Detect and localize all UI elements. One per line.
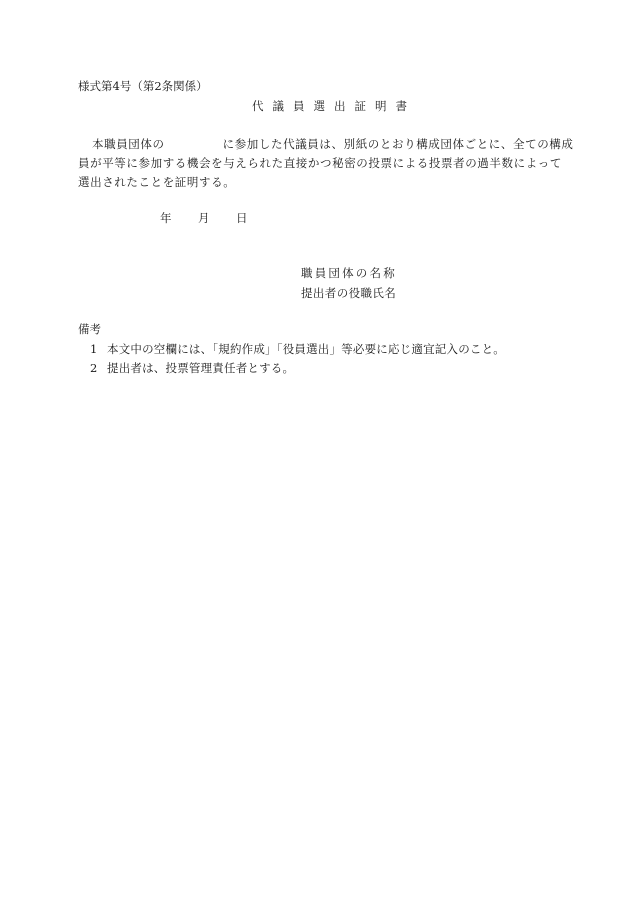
date-year-label: 年 — [160, 211, 172, 225]
body-paragraph-line-1 — [92, 139, 574, 151]
body-text-before-blank: 本職員団体の — [92, 137, 165, 151]
body-paragraph-line-3: 選出されたことを証明する。 — [78, 175, 236, 189]
date-line — [160, 213, 248, 225]
body-text-after-blank: に参加した代議員は、別紙のとおり構成団体ごとに、全ての構成 — [222, 137, 574, 151]
document-title: 代議員選出証明書 — [252, 99, 416, 113]
date-month-label: 月 — [198, 211, 210, 225]
note-item — [90, 363, 294, 375]
note-number: 2 — [90, 361, 98, 375]
date-day-label: 日 — [236, 211, 248, 225]
notes-heading: 備考 — [78, 322, 101, 336]
note-number: 1 — [90, 342, 98, 356]
organization-name-label: 職員団体の名称 — [301, 266, 397, 280]
note-item — [90, 344, 505, 356]
body-paragraph-line-2: 員が平等に参加する機会を与えられた直接かつ秘密の投票による投票者の過半数によって — [78, 156, 562, 170]
submitter-label: 提出者の役職氏名 — [301, 286, 397, 300]
form-number: 様式第4号（第2条関係） — [78, 79, 208, 93]
note-text: 提出者は、投票管理責任者とする。 — [107, 361, 295, 375]
note-text: 本文中の空欄には、「規約作成」「役員選出」等必要に応じ適宜記入のこと。 — [107, 342, 505, 356]
